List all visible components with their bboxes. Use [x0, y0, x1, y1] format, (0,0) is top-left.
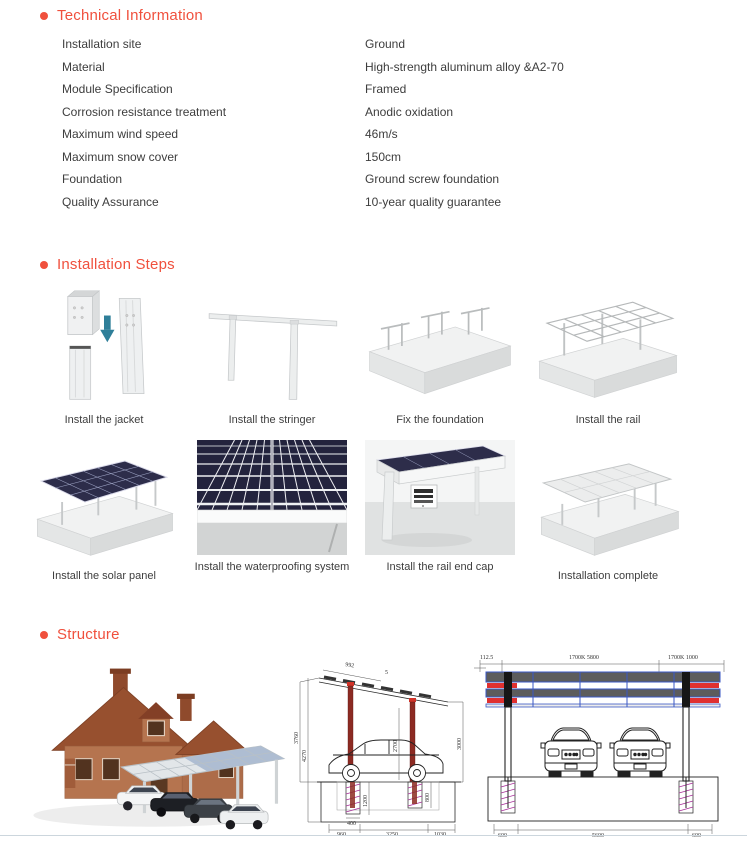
installation-steps-row-2	[20, 440, 692, 582]
stringer-install-illustration	[192, 284, 352, 408]
spec-table	[62, 33, 712, 213]
step-card	[20, 284, 188, 426]
waterproofing-install-illustration	[197, 440, 347, 555]
dimension-label: 112.5	[480, 655, 494, 661]
foundation-fix-illustration	[360, 284, 520, 408]
carport-front-view-drawing	[473, 648, 733, 838]
spec-value: Ground	[365, 37, 406, 51]
step-card	[188, 284, 356, 426]
spec-row	[62, 33, 712, 56]
spec-value: High-strength aluminum alloy &A2-70	[365, 59, 564, 74]
dimension-label: 5	[385, 670, 388, 676]
page-bottom-rule	[0, 835, 747, 836]
spec-value: 46m/s	[365, 127, 398, 141]
dimension-label: 992	[344, 662, 355, 670]
spec-row	[62, 168, 712, 191]
spec-label: Module Specification	[62, 82, 173, 96]
step-card	[188, 440, 356, 582]
rail-end-cap-install-illustration	[365, 440, 515, 555]
step-caption: Installation complete	[557, 570, 659, 582]
step-caption: Install the rail	[575, 414, 641, 426]
section-heading-technical-information	[40, 7, 203, 24]
dimension-label: 3760	[294, 732, 300, 744]
section-heading-structure	[40, 626, 120, 643]
red-bullet-icon	[40, 261, 48, 269]
spec-label: Maximum snow cover	[62, 149, 179, 164]
spec-value: Anodic oxidation	[365, 104, 454, 119]
step-card	[524, 284, 692, 426]
spec-row	[62, 56, 712, 79]
car-front-view	[541, 728, 670, 777]
spec-row	[62, 146, 712, 169]
spec-row	[62, 123, 712, 146]
step-card	[356, 440, 524, 582]
step-caption: Install the stringer	[228, 414, 316, 426]
dimension-label: 1700K 5800	[569, 655, 599, 661]
step-caption: Install the waterproofing system	[194, 561, 350, 573]
step-card	[356, 284, 524, 426]
spec-value: Ground screw foundation	[365, 172, 500, 186]
rail-install-illustration	[528, 284, 688, 408]
installation-complete-illustration	[528, 440, 688, 564]
step-caption: Install the solar panel	[52, 570, 156, 582]
spec-value: Framed	[365, 82, 407, 96]
spec-label: Material	[62, 59, 105, 74]
carport-house-render	[25, 656, 287, 832]
spec-value: 10-year quality guarantee	[365, 194, 502, 209]
section-title: Structure	[57, 626, 120, 643]
section-title: Technical Information	[57, 7, 203, 24]
spec-label: Corrosion resistance treatment	[62, 104, 227, 119]
step-card	[524, 440, 692, 582]
step-card	[20, 440, 188, 582]
dimension-label: 1200	[363, 795, 369, 807]
section-heading-installation-steps	[40, 256, 175, 273]
section-title: Installation Steps	[57, 256, 175, 273]
spec-row	[62, 78, 712, 101]
spec-label: Foundation	[62, 172, 123, 186]
rail-end-cap-detail	[411, 485, 437, 508]
red-bullet-icon	[40, 631, 48, 639]
dimension-label: 400	[347, 821, 356, 827]
spec-row	[62, 191, 712, 214]
carport-side-view-drawing	[293, 652, 470, 838]
jacket-install-illustration	[24, 284, 184, 408]
spec-label: Maximum wind speed	[62, 127, 179, 141]
solar-panel-install-illustration	[24, 440, 184, 564]
spec-row	[62, 101, 712, 124]
dimension-label: 800	[425, 793, 431, 802]
step-caption: Fix the foundation	[396, 414, 484, 426]
step-caption: Install the jacket	[64, 414, 144, 426]
spec-label: Quality Assurance	[62, 194, 159, 209]
spec-label: Installation site	[62, 37, 142, 51]
spec-value: 150cm	[365, 149, 402, 164]
red-bullet-icon	[40, 12, 48, 20]
arrow-down-icon	[100, 316, 114, 343]
dimension-label: 3000	[457, 738, 463, 750]
dimension-label: 4270	[302, 750, 308, 762]
dimension-label: 2700	[393, 740, 399, 752]
step-caption: Install the rail end cap	[386, 561, 494, 573]
dimension-label: 1700K 1000	[668, 655, 698, 661]
installation-steps-row-1	[20, 284, 692, 426]
